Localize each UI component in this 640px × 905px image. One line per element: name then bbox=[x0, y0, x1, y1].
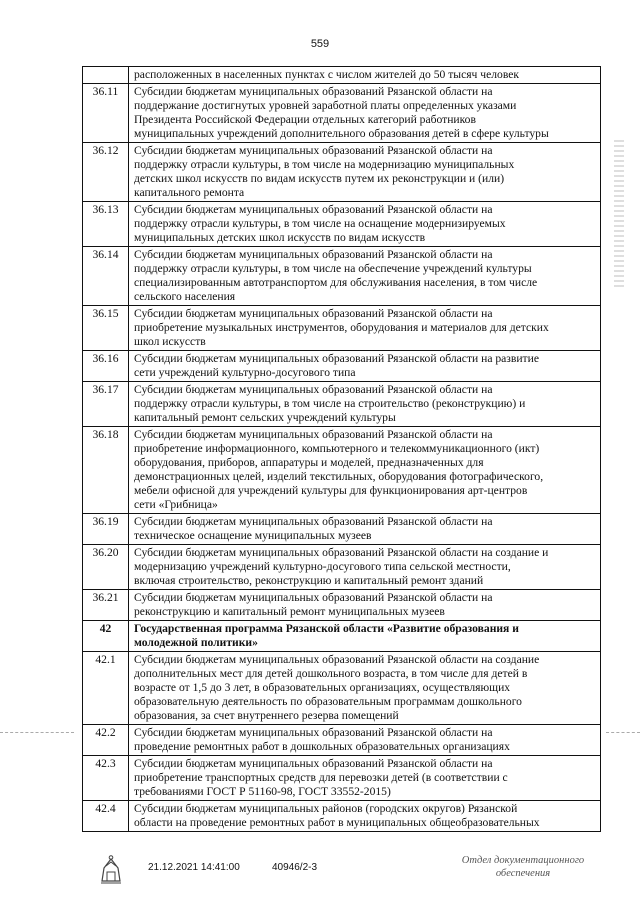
row-description: Субсидии бюджетам муниципальных образований Рязанской области на приобретение музыкальных инструментов, оборудования и материалов для детских школ искусств bbox=[129, 306, 601, 350]
table-row bbox=[83, 725, 601, 756]
row-number: 36.19 bbox=[83, 514, 129, 544]
row-number: 42.2 bbox=[83, 725, 129, 755]
table-row bbox=[83, 247, 601, 306]
table-row bbox=[83, 382, 601, 427]
coat-of-arms-icon bbox=[98, 854, 124, 884]
row-description: Субсидии бюджетам муниципальных районов (городских округов) Рязанской области на проведение ремонтных работ в муниципальных общеобразовательных bbox=[129, 801, 601, 831]
table-row bbox=[83, 306, 601, 351]
row-description: Субсидии бюджетам муниципальных образований Рязанской области на техническое оснащение муниципальных музеев bbox=[129, 514, 601, 544]
table-row bbox=[83, 756, 601, 801]
subsidy-table bbox=[82, 66, 601, 832]
row-number: 36.21 bbox=[83, 590, 129, 620]
footer-stamp: Отдел документационного обеспечения bbox=[461, 855, 585, 879]
row-description: Субсидии бюджетам муниципальных образований Рязанской области на поддержку отрасли культуры, в том числе на обеспечение учреждений культуры специализированным автотранспортом для обслуживания населения, в том числе сельского населения bbox=[129, 247, 601, 305]
row-number: 36.20 bbox=[83, 545, 129, 589]
table-row bbox=[83, 202, 601, 247]
row-description: Субсидии бюджетам муниципальных образований Рязанской области на создание дополнительных мест для детей дошкольного возраста, в том числе для детей в возрасте от 1,5 до 3 лет, в образовательных организациях, осуществляющих образовательную деятельность по образовательным программам дошкольного образования, за счет внутреннего резерва помещений bbox=[129, 652, 601, 724]
table-row bbox=[83, 801, 601, 832]
table-row bbox=[83, 621, 601, 652]
row-number: 42.3 bbox=[83, 756, 129, 800]
row-number: 36.18 bbox=[83, 427, 129, 513]
scan-margin-line-right bbox=[606, 732, 640, 733]
row-number: 36.14 bbox=[83, 247, 129, 305]
row-description: Государственная программа Рязанской области «Развитие образования и молодежной политики» bbox=[129, 621, 601, 651]
row-number: 36.12 bbox=[83, 143, 129, 201]
page-footer bbox=[0, 854, 640, 894]
row-number: 42.4 bbox=[83, 801, 129, 831]
row-number bbox=[83, 67, 129, 83]
table-row bbox=[83, 67, 601, 84]
row-number: 36.13 bbox=[83, 202, 129, 246]
row-description: Субсидии бюджетам муниципальных образований Рязанской области на приобретение транспортных средств для перевозки детей (в соответствии с требованиями ГОСТ Р 51160-98, ГОСТ 33552-2015) bbox=[129, 756, 601, 800]
scan-margin-line-left bbox=[0, 732, 74, 733]
row-description: Субсидии бюджетам муниципальных образований Рязанской области на реконструкцию и капитальный ремонт муниципальных музеев bbox=[129, 590, 601, 620]
row-description: Субсидии бюджетам муниципальных образований Рязанской области на поддержку отрасли культуры, в том числе на оснащение модернизируемых муниципальных детских школ искусств по видам искусств bbox=[129, 202, 601, 246]
table-row bbox=[83, 590, 601, 621]
footer-doc-number: 40946/2-3 bbox=[272, 862, 318, 873]
row-number: 36.16 bbox=[83, 351, 129, 381]
table-row bbox=[83, 143, 601, 202]
scan-artifact bbox=[614, 140, 624, 290]
row-description: Субсидии бюджетам муниципальных образований Рязанской области на приобретение информационного, компьютерного и телекоммуникационного (икт) оборудования, приборов, аппаратуры и моделей, предназначенных для демонстрационных целей, изделий текстильных, оборудования фотографического, мебели офисной для учреждений культуры для функционирования арт-центров сети «Грибница» bbox=[129, 427, 601, 513]
table-row bbox=[83, 351, 601, 382]
footer-datetime: 21.12.2021 14:41:00 bbox=[148, 862, 240, 873]
row-number: 36.17 bbox=[83, 382, 129, 426]
row-number: 36.15 bbox=[83, 306, 129, 350]
row-description: Субсидии бюджетам муниципальных образований Рязанской области на развитие сети учреждений культурно-досугового типа bbox=[129, 351, 601, 381]
row-description: расположенных в населенных пунктах с числом жителей до 50 тысяч человек bbox=[129, 67, 601, 83]
table-row bbox=[83, 545, 601, 590]
row-number: 36.11 bbox=[83, 84, 129, 142]
row-number: 42.1 bbox=[83, 652, 129, 724]
row-description: Субсидии бюджетам муниципальных образований Рязанской области на поддержку отрасли культуры, в том числе на строительство (реконструкцию) и капитальный ремонт сельских учреждений культуры bbox=[129, 382, 601, 426]
row-description: Субсидии бюджетам муниципальных образований Рязанской области на поддержку отрасли культуры, в том числе на модернизацию муниципальных детских школ искусств по видам искусств путем их реконструкции и (или) капитального ремонта bbox=[129, 143, 601, 201]
row-description: Субсидии бюджетам муниципальных образований Рязанской области на создание и модернизацию учреждений культурно-досугового типа сельской местности, включая строительство, реконструкцию и капитальный ремонт зданий bbox=[129, 545, 601, 589]
row-description: Субсидии бюджетам муниципальных образований Рязанской области на поддержание достигнутых уровней заработной платы определенных указами Президента Российской Федерации отдельных категорий работников муниципальных учреждений дополнительного образования детей в сфере культуры bbox=[129, 84, 601, 142]
table-row bbox=[83, 514, 601, 545]
table-row bbox=[83, 652, 601, 725]
row-number: 42 bbox=[83, 621, 129, 651]
page-number: 559 bbox=[310, 38, 330, 50]
row-description: Субсидии бюджетам муниципальных образований Рязанской области на проведение ремонтных работ в дошкольных образовательных организациях bbox=[129, 725, 601, 755]
table-row bbox=[83, 427, 601, 514]
table-row bbox=[83, 84, 601, 143]
